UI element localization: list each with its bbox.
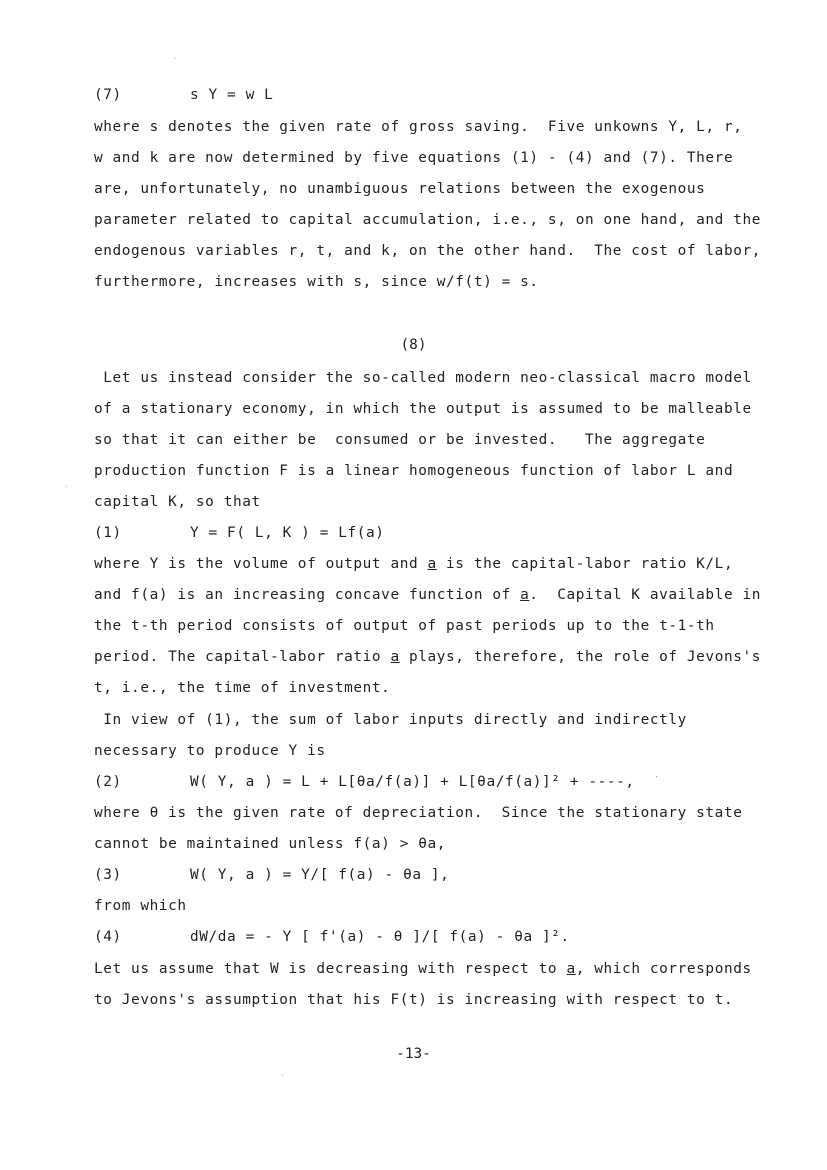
text-line xyxy=(94,960,752,978)
scan-speck xyxy=(282,1075,283,1076)
text-line: furthermore, increases with s, since w/f(t) = s. xyxy=(94,274,539,290)
text-line: necessary to produce Y is xyxy=(94,743,326,759)
text-line: from which xyxy=(94,898,187,914)
text-line: In view of (1), the sum of labor inputs directly and indirectly xyxy=(94,712,687,728)
text-line: of a stationary economy, in which the output is assumed to be malleable xyxy=(94,401,752,417)
text-line: w and k are now determined by five equations (1) - (4) and (7). There xyxy=(94,150,734,166)
text-segment: Let us assume that W is decreasing with respect to xyxy=(94,961,567,977)
equation-line xyxy=(94,524,385,542)
text-segment: plays, therefore, the role of Jevons's xyxy=(399,649,762,665)
equation-number: (3) xyxy=(94,867,122,883)
text-line xyxy=(94,555,733,573)
equation-text: s Y = w L xyxy=(190,87,274,103)
underlined-symbol: a xyxy=(520,587,530,603)
text-line: capital K, so that xyxy=(94,494,261,510)
underlined-symbol: a xyxy=(427,556,437,572)
underlined-symbol: a xyxy=(566,961,576,977)
text-segment: period. The capital-labor ratio xyxy=(94,649,391,665)
text-line: are, unfortunately, no unambiguous relations between the exogenous xyxy=(94,181,706,197)
equation-number: (7) xyxy=(94,87,122,103)
text-line: the t-th period consists of output of past periods up to the t-1-th xyxy=(94,618,715,634)
text-line: where θ is the given rate of depreciation. Since the stationary state xyxy=(94,805,743,821)
equation-number: (2) xyxy=(94,774,122,790)
text-line: production function F is a linear homogeneous function of labor L and xyxy=(94,463,734,479)
equation-line xyxy=(94,773,635,791)
page-number: -13- xyxy=(396,1046,431,1062)
text-segment: and f(a) is an increasing concave function of xyxy=(94,587,521,603)
text-line: cannot be maintained unless f(a) > θa, xyxy=(94,836,447,852)
equation-text: W( Y, a ) = Y/[ f(a) - θa ], xyxy=(190,867,450,883)
text-line: endogenous variables r, t, and k, on the other hand. The cost of labor, xyxy=(94,243,761,259)
equation-line xyxy=(94,928,570,946)
equation-text: Y = F( L, K ) = Lf(a) xyxy=(190,525,385,541)
equation-text: dW/da = - Y [ f'(a) - θ ]/[ f(a) - θa ]². xyxy=(190,929,570,945)
equation-line xyxy=(94,866,449,884)
scan-speck xyxy=(174,58,175,59)
text-segment: where Y is the volume of output and xyxy=(94,556,428,572)
equation-text: W( Y, a ) = L + L[θa/f(a)] + L[θa/f(a)]² + ----, xyxy=(190,774,635,790)
text-line: so that it can either be consumed or be invested. The aggregate xyxy=(94,432,706,448)
scan-speck xyxy=(656,776,657,777)
text-segment: . Capital K available in xyxy=(529,587,762,603)
text-segment: , which corresponds xyxy=(575,961,752,977)
text-line: to Jevons's assumption that his F(t) is increasing with respect to t. xyxy=(94,992,734,1008)
text-line xyxy=(94,648,761,666)
text-line: where s denotes the given rate of gross saving. Five unkowns Y, L, r, xyxy=(94,119,743,135)
text-line xyxy=(94,586,761,604)
equation-number: (1) xyxy=(94,525,122,541)
text-line: Let us instead consider the so-called modern neo-classical macro model xyxy=(94,370,752,386)
section-number: (8) xyxy=(400,337,427,353)
text-line: parameter related to capital accumulation, i.e., s, on one hand, and the xyxy=(94,212,761,228)
underlined-symbol: a xyxy=(390,649,400,665)
scan-speck xyxy=(66,486,67,487)
equation-line xyxy=(94,86,273,104)
text-segment: is the capital-labor ratio K/L, xyxy=(436,556,734,572)
equation-number: (4) xyxy=(94,929,122,945)
text-line: t, i.e., the time of investment. xyxy=(94,680,391,696)
